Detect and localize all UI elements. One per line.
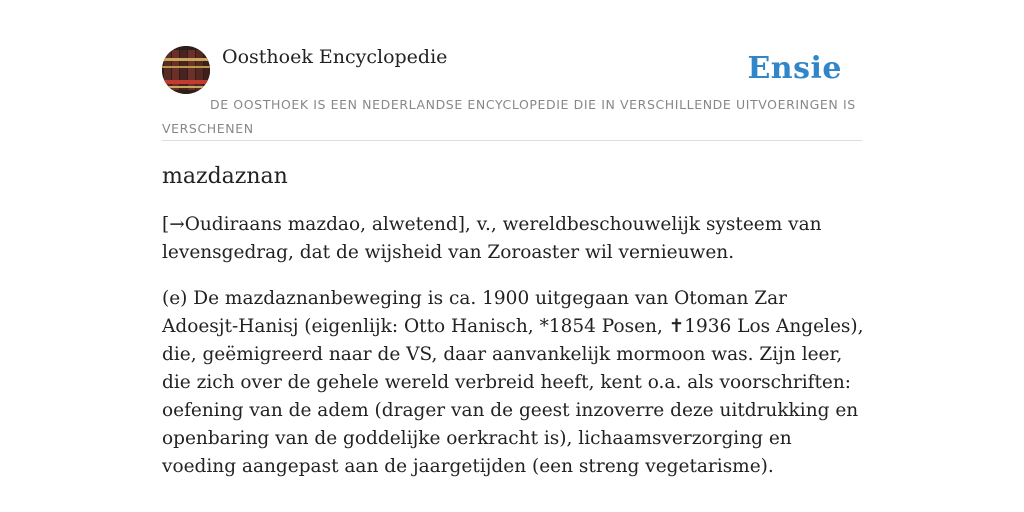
source-header xyxy=(162,46,862,141)
entry-paragraph: (e) De mazdaznanbeweging is ca. 1900 uitgegaan van Otoman Zar Adoesjt-Hanisj (eigenlijk: Otto Hanisch, *1854 Posen, ✝1936 Los Angeles), die, geëmigreerd naar de VS, daar aanvankelijk mormoon was. Zijn leer, die zich over de gehele wereld verbreid heeft, kent o.a. als voorschriften: oefening van de adem (drager van de geest inzoverre deze uitdrukking en openbaring van de goddelijke oerkracht is), lichaamsverzorging en voeding aangepast aan de jaargetijden (een streng vegetarisme). xyxy=(162,288,864,477)
source-title[interactable]: Oosthoek Encyclopedie xyxy=(222,46,448,68)
source-avatar[interactable] xyxy=(162,46,210,94)
brand-logo[interactable]: Ensie xyxy=(747,51,842,86)
encyclopedia-books-icon xyxy=(162,46,210,94)
entry-term: mazdaznan xyxy=(162,164,288,189)
entry-paragraph: [→Oudiraans mazdao, alwetend], v., wereldbeschouwelijk systeem van levensgedrag, dat de wijsheid van Zoroaster wil vernieuwen. xyxy=(162,214,822,263)
source-description: DE OOSTHOEK IS EEN NEDERLANDSE ENCYCLOPEDIE DIE IN VERSCHILLENDE UITVOERINGEN IS VERSCHENEN xyxy=(162,97,856,136)
entry-content xyxy=(162,164,864,499)
